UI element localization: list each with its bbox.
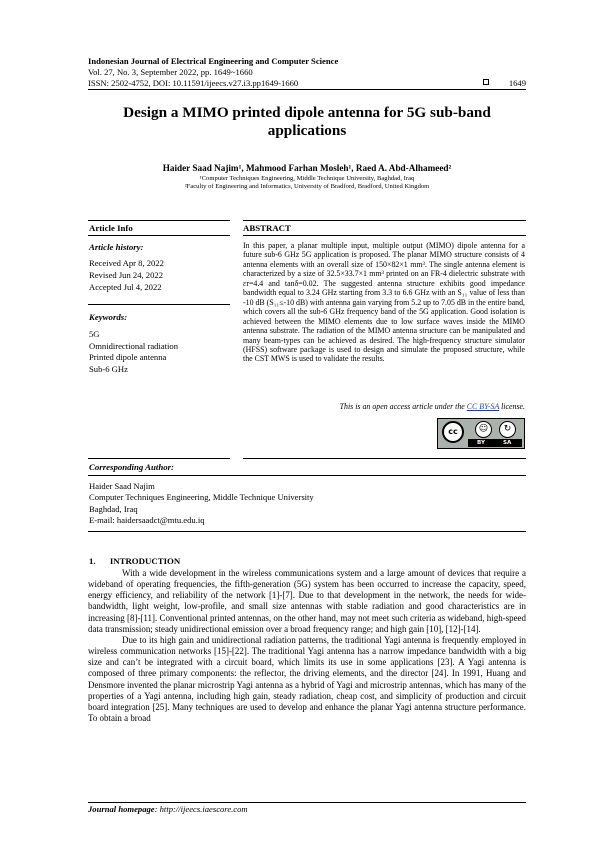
corresponding-author-rule bbox=[88, 475, 526, 476]
person-icon: ☺ bbox=[475, 421, 492, 438]
volume-line: Vol. 27, No. 3, September 2022, pp. 1649~1660 bbox=[88, 67, 253, 77]
open-access-prefix: This is an open access article under the bbox=[339, 402, 467, 411]
square-icon bbox=[483, 79, 489, 85]
accepted-date: Accepted Jul 4, 2022 bbox=[89, 282, 162, 292]
abstract-heading: ABSTRACT bbox=[243, 223, 291, 233]
footer-label: Journal homepage bbox=[88, 804, 155, 814]
badge-by-label: BY bbox=[477, 440, 486, 446]
article-info-heading: Article Info bbox=[89, 223, 133, 233]
revised-date: Revised Jun 24, 2022 bbox=[89, 270, 163, 280]
keywords-heading: Keywords: bbox=[89, 312, 128, 322]
corresponding-author-bottom-rule bbox=[88, 531, 526, 532]
footer-rule bbox=[88, 802, 526, 803]
paragraph: Due to its high gain and unidirectional radiation patterns, the traditional Yagi antenna is frequently employed in wireless communication networks [15]-[22]. The traditional Yagi antenna has a narrow impedance bandwidth with a big size and can’t be integrated with a circuit board, which limits its use in some applications [23]. A Yagi antenna is composed of three primary components: the reflector, the driving elements, and the director [24]. In 1991, Huang and Densmore invented the planar microstrip Yagi antenna as a hybrid of Yagi and microstrip antennas, which has many of the properties of a Yagi antenna, including high gain, steady radiation, cheap cost, and simplicity of production and circuit board integration [25]. Many techniques are used to develop and enhance the planar Yagi antenna structure performance. To obtain a broad bbox=[88, 634, 526, 724]
author-list: Haider Saad Najim¹, Mahmood Farhan Mosleh¹, Raed A. Abd-Alhameed² bbox=[162, 163, 452, 173]
author-email: E-mail: haidersaadct@mtu.edu.iq bbox=[89, 515, 205, 525]
history-keywords-rule bbox=[88, 304, 230, 305]
footer-url[interactable]: : http://ijeecs.iaescore.com bbox=[154, 804, 248, 814]
keyword-item: 5G bbox=[89, 329, 100, 339]
journal-homepage bbox=[88, 804, 248, 814]
cc-logo-icon: cc bbox=[442, 421, 464, 443]
received-date: Received Apr 8, 2022 bbox=[89, 258, 164, 268]
title-line-2: applications bbox=[267, 122, 347, 139]
header-rule bbox=[88, 89, 526, 90]
paragraph: With a wide development in the wireless communications system and a large amount of devices that require a wideband of operating frequencies, the fifth-generation (5G) system has been occurred to increase the capacity, speed, energy efficiency, and reliability of the network [1]-[7]. Due to that development in the network, the needs for wide-bandwidth, light weight, low-profile, and small size antennas with stable radiation and good characteristics are in increasing [8]-[11]. Conventional printed antennas, on the other hand, may not meet such criteria as wideband, high-speed data transmission; steady unidirectional emission over a broad frequency range; and high gain [10], [12]-[14]. bbox=[88, 568, 526, 634]
license-link[interactable]: CC BY-SA bbox=[466, 402, 500, 411]
keyword-item: Omnidirectional radiation bbox=[89, 341, 179, 351]
intro-body bbox=[88, 568, 526, 724]
page-number: 1649 bbox=[508, 78, 526, 88]
journal-name: Indonesian Journal of Electrical Engineering and Computer Science bbox=[88, 56, 339, 66]
article-info-heading-rule bbox=[88, 235, 230, 236]
open-access-suffix: license. bbox=[499, 402, 525, 411]
section-heading bbox=[89, 556, 180, 566]
article-info-top-rule bbox=[88, 220, 230, 221]
affiliation-2: ²Faculty of Engineering and Informatics, University of Bradford, Bradford, United Kingdom bbox=[184, 183, 430, 190]
abstract-text: In this paper, a planar multiple input, multiple output (MIMO) dipole antenna for a future sub-6 GHz 5G application is proposed. The planar MIMO structure consists of 4 antenna elements with an overall size of 150×82×1 mm³. The single antenna element is characterized by a size of 32.5×33.7×1 mm³ printed on an FR-4 dielectric substrate with εr=4.4 and tanδ=0.02. The suggested antenna structure exhibits good impedance bandwidth equal to 3.24 GHz starting from 3.3 to 6.6 GHz with an S₁₁ value of less than -10 dB (S₁₁≤-10 dB) with antenna gain varying from 5.2 up to 7.05 dB in the entire band, which covers all the sub-6 GHz frequency band of the 5G application. Good isolation is achieved between the MIMO elements due to low surface waves inside the MIMO antenna substrate. The radiation of the MIMO antenna structure can be manipulated and many beam-types can be achieved as desired. The high-frequency structure simulator (HFSS) software package is used to design and simulate the proposed structure, while the CST MWS is used to validate the results. bbox=[243, 241, 526, 364]
author-city: Baghdad, Iraq bbox=[89, 504, 138, 514]
article-history-heading: Article history: bbox=[89, 242, 144, 252]
abstract-heading-rule bbox=[243, 235, 526, 236]
open-access-note bbox=[243, 402, 525, 411]
section-title: INTRODUCTION bbox=[109, 556, 181, 566]
author-name: Haider Saad Najim bbox=[89, 481, 155, 491]
article-info-bottom-rule bbox=[88, 458, 230, 459]
badge-sa-label: SA bbox=[503, 440, 512, 446]
affiliation-1: ¹Computer Techniques Engineering, Middle Technique University, Baghdad, Iraq bbox=[199, 175, 415, 182]
paper-title bbox=[88, 104, 526, 140]
keyword-item: Sub-6 GHz bbox=[89, 364, 128, 374]
keyword-item: Printed dipole antenna bbox=[89, 352, 167, 362]
abstract-top-rule bbox=[243, 220, 526, 221]
issn-line: ISSN: 2502-4752, DOI: 10.11591/ijeecs.v27.i3.pp1649-1660 bbox=[88, 78, 299, 88]
author-department: Computer Techniques Engineering, Middle Technique University bbox=[89, 492, 314, 502]
corresponding-author-heading: Corresponding Author: bbox=[89, 462, 174, 472]
section-number: 1. bbox=[89, 556, 96, 566]
title-line-1: Design a MIMO printed dipole antenna for 5G sub-band bbox=[123, 104, 491, 121]
abstract-bottom-rule bbox=[243, 458, 526, 459]
share-alike-icon: ↻ bbox=[499, 421, 516, 438]
license-badge-strip bbox=[468, 439, 522, 447]
